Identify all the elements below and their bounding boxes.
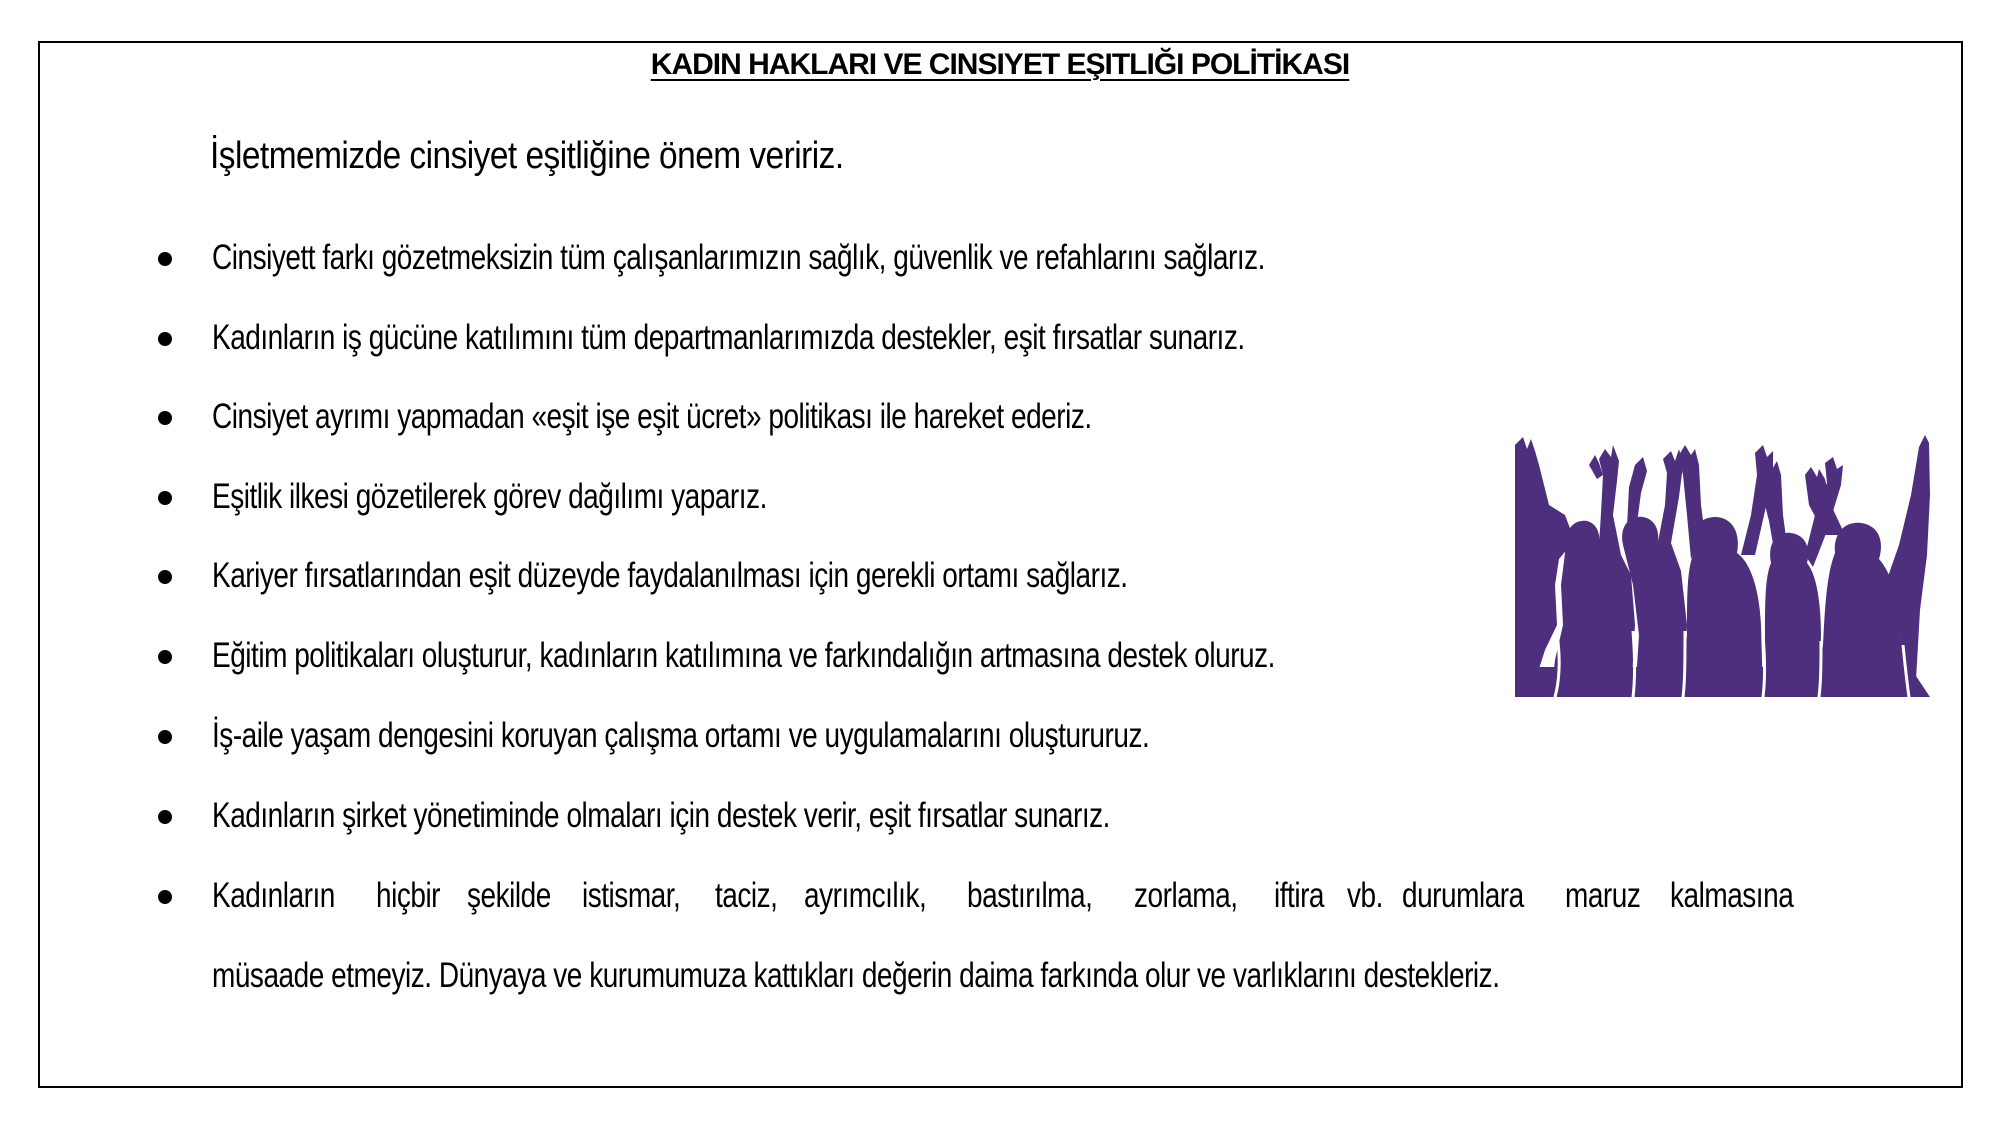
word: maruz [1565,876,1641,915]
word: iftira [1274,876,1325,915]
word: ayrımcılık, [803,876,926,915]
document-title: KADIN HAKLARI VE CINSIYET EŞITLIĞI POLİTİKASI [650,48,1350,81]
bullet-icon [158,730,172,744]
bullet-icon [158,810,172,824]
word: bastırılma, [966,876,1093,915]
bullet-icon [158,491,172,505]
list-item-text: İş-aile yaşam dengesini koruyan çalışma ortamı ve uygulamalarını oluştururuz. [212,716,1150,755]
bullet-icon [158,890,172,904]
word: hiçbir [376,876,441,915]
bullet-icon [158,650,172,664]
bullet-icon [158,411,172,425]
word: kalmasına [1669,876,1794,915]
list-item-text: Eşitlik ilkesi gözetilerek görev dağılımı yaparız. [212,477,767,516]
word: şekilde [466,876,551,915]
intro-text: İşletmemizde cinsiyet eşitliğine önem veririz. [210,135,844,177]
bullet-icon [158,332,172,346]
list-item-text: Cinsiyett farkı gözetmeksizin tüm çalışanlarımızın sağlık, güvenlik ve refahlarını sağlarız. [212,238,1265,277]
bullet-icon [158,570,172,584]
list-item-text: Cinsiyet ayrımı yapmadan «eşit işe eşit ücret» politikası ile hareket ederiz. [212,397,1092,436]
list-item-line-2: müsaade etmeyiz. Dünyaya ve kurumumuza kattıkları değerin daima farkında olur ve varlıklarını destekleriz. [212,956,1500,995]
word: Kadınların [212,876,335,915]
word: durumlara [1402,876,1525,915]
word: istismar, [581,876,681,915]
word: taciz, [715,876,778,915]
list-item-text: Kadınların iş gücüne katılımını tüm departmanlarımızda destekler, eşit fırsatlar sunarız. [212,318,1245,357]
silhouette-shapes [1515,435,1930,697]
list-item-text: Kadınların şirket yönetiminde olmaları için destek verir, eşit fırsatlar sunarız. [212,796,1110,835]
word: vb. [1347,876,1383,915]
list-item-line-1 [212,876,1824,916]
list-item-text: Kariyer fırsatlarından eşit düzeyde faydalanılması için gerekli ortamı sağlarız. [212,556,1128,595]
word: zorlama, [1134,876,1238,915]
raised-hands-women-silhouette-icon [1515,435,1930,697]
bullet-icon [158,252,172,266]
list-item-text: Eğitim politikaları oluşturur, kadınların katılımına ve farkındalığın artmasına destek oluruz. [212,636,1275,675]
